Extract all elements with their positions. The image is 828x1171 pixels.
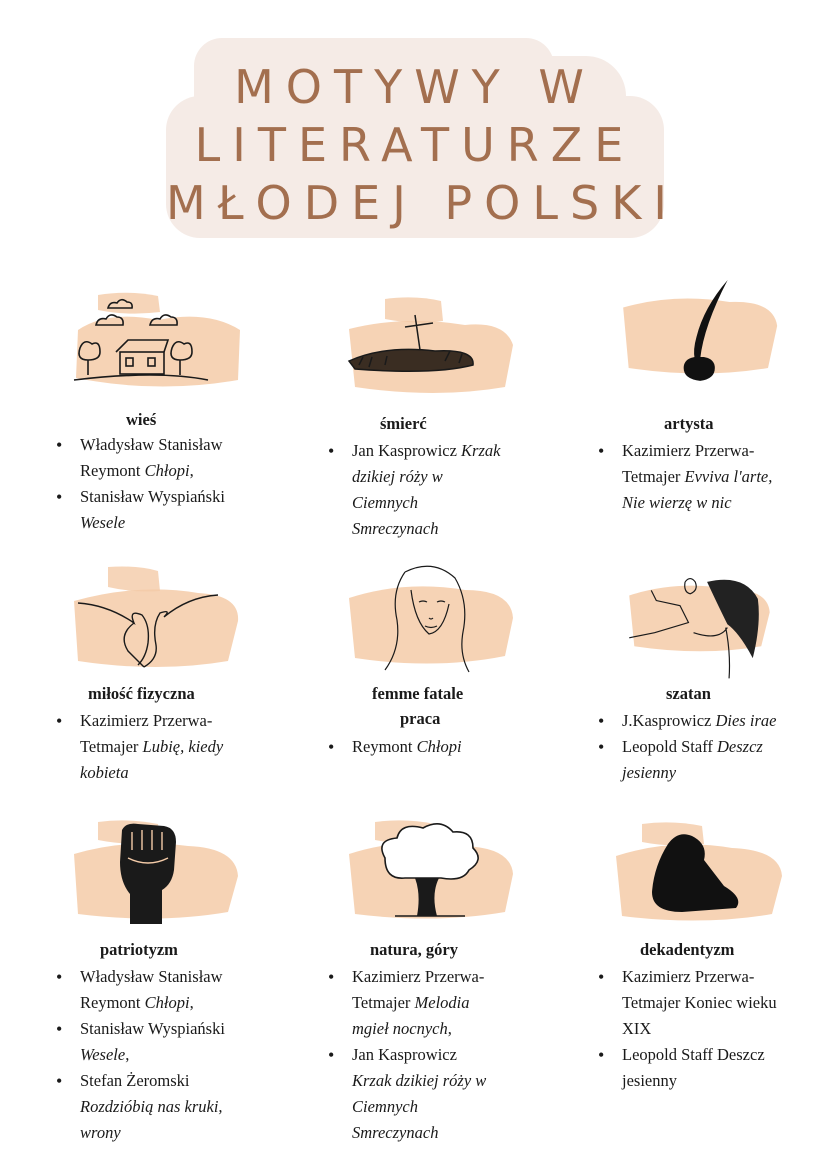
works-list-patriotyzm xyxy=(56,964,310,1146)
list-item: • Kazimierz Przerwa- Tetmajer Evviva l'arte, Nie wierzę w nic xyxy=(622,438,828,516)
motif-title-szatan: szatan xyxy=(666,684,711,703)
motif-title-natura: natura, góry xyxy=(370,940,458,959)
list-item: • Kazimierz Przerwa- Tetmajer Melodia mgieł nocnych, xyxy=(352,964,578,1042)
motif-title-smierc: śmierć xyxy=(380,414,427,433)
heart-hands-icon xyxy=(68,565,248,675)
works-list-dekadentyzm xyxy=(598,964,828,1094)
quill-inkwell-icon xyxy=(612,280,792,390)
works-list-szatan xyxy=(598,708,828,786)
woman-portrait-icon xyxy=(345,562,525,672)
works-list-artysta xyxy=(598,438,828,516)
village-icon xyxy=(68,290,248,400)
sitting-figure-icon xyxy=(612,820,792,930)
works-list-natura xyxy=(328,964,578,1146)
list-item: • Stanisław Wyspiański Wesele xyxy=(80,484,310,536)
list-item: • Władysław Stanisław Reymont Chłopi, xyxy=(80,964,310,1016)
list-item: • Leopold Staff Deszcz jesienny xyxy=(622,734,828,786)
list-item: • Reymont Chłopi xyxy=(352,734,572,760)
works-list-smierc xyxy=(328,438,572,542)
title-line-2: LITERATURZE xyxy=(194,118,636,172)
list-item: • J.Kasprowicz Dies irae xyxy=(622,708,828,734)
works-list-milosc xyxy=(56,708,310,786)
motif-title-wies: wieś xyxy=(126,410,157,429)
list-item: • Jan Kasprowicz Krzak dzikiej róży w Ciemnych Smreczynach xyxy=(352,1042,578,1146)
title-line-3: MŁODEJ POLSKI xyxy=(166,176,679,230)
list-item: • Stanisław Wyspiański Wesele, xyxy=(80,1016,310,1068)
list-item: • Kazimierz Przerwa- Tetmajer Lubię, kiedy kobieta xyxy=(80,708,310,786)
motif-title-dekadentyzm: dekadentyzm xyxy=(640,940,735,959)
raised-fist-icon xyxy=(68,818,248,928)
grave-cross-icon xyxy=(345,295,525,405)
devil-icon xyxy=(612,565,792,675)
motif-title-femme-fatale: femme fatale xyxy=(372,684,464,703)
works-list-femme-fatale xyxy=(328,734,572,760)
list-item: • Władysław Stanisław Reymont Chłopi, xyxy=(80,432,310,484)
list-item: • Stefan Żeromski Rozdzióbią nas kruki, wrony xyxy=(80,1068,310,1146)
motif-title-praca: praca xyxy=(400,709,441,728)
title-line-1: MOTYWY W xyxy=(234,60,596,114)
motif-title-milosc: miłość fizyczna xyxy=(88,684,195,703)
list-item: • Leopold Staff Deszcz jesienny xyxy=(622,1042,828,1094)
works-list-wies xyxy=(56,432,310,536)
list-item: • Kazimierz Przerwa- Tetmajer Koniec wieku XIX xyxy=(622,964,828,1042)
list-item: • Jan Kasprowicz Krzak dzikiej róży w Ciemnych Smreczynach xyxy=(352,438,572,542)
title-banner xyxy=(166,38,679,238)
motif-title-patriotyzm: patriotyzm xyxy=(100,940,178,959)
page-title xyxy=(166,58,679,232)
tree-icon xyxy=(345,818,525,928)
motif-title-artysta: artysta xyxy=(664,414,714,433)
